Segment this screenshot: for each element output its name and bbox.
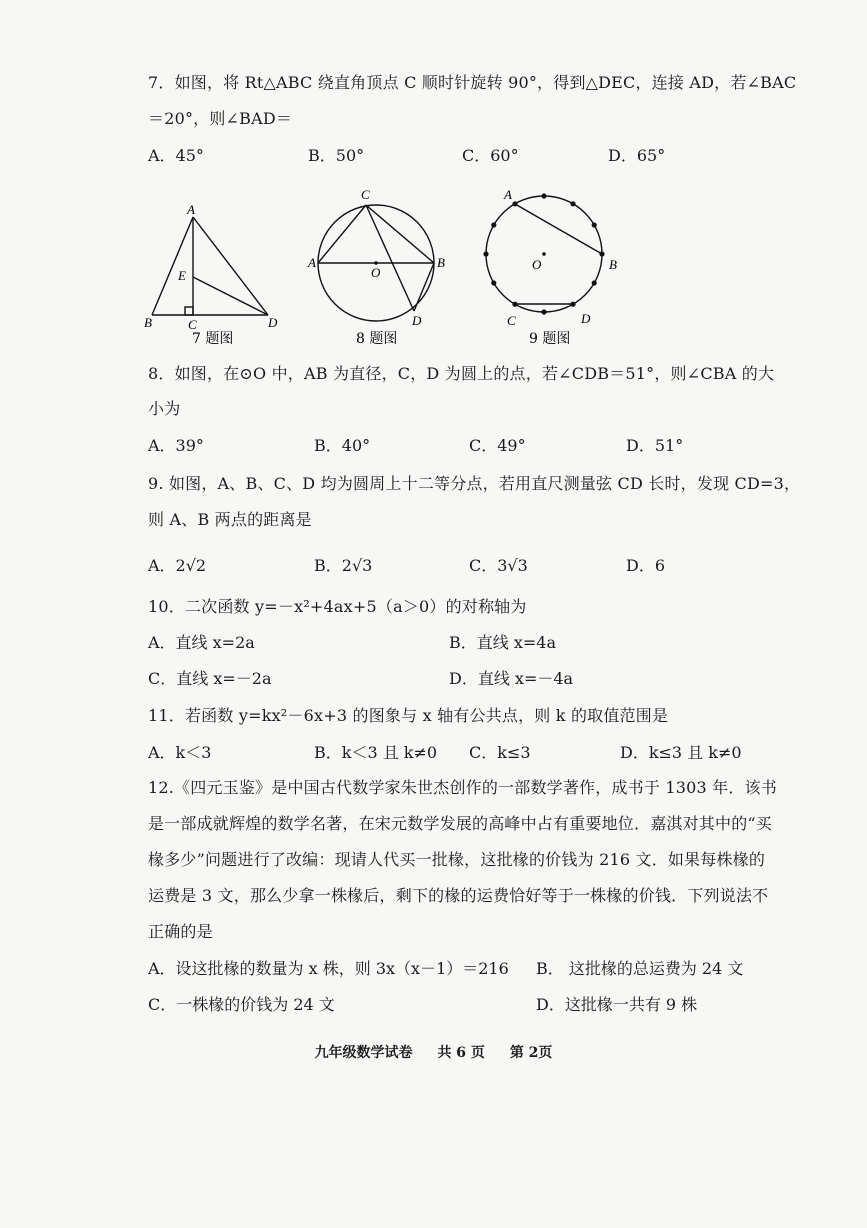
q12-option-c[interactable]: C．一株椽的价钱为 24 文 (148, 995, 335, 1014)
fig9-label-d: D (581, 311, 591, 326)
fig9-label-o: O (532, 257, 542, 272)
fig9-division-point (570, 302, 575, 307)
q12-line2: 是一部成就辉煌的数学名著，在宋元数学发展的高峰中占有重要地位．嘉淇对其中的“买 (148, 814, 772, 833)
q10-option-c[interactable]: C．直线 x=－2a (148, 669, 272, 688)
footer-title: 九年级数学试卷 (314, 1045, 413, 1061)
fig9-division-point (491, 222, 496, 227)
q10-option-d[interactable]: D．直线 x=－4a (449, 669, 574, 688)
fig7-caption: 7 题图 (192, 331, 234, 347)
fig9-division-point (512, 201, 517, 206)
fig9-division-point (592, 222, 597, 227)
fig8-label-o: O (371, 265, 381, 280)
fig7-label-e: E (178, 268, 186, 283)
q12-line3: 椽多少”问题进行了改编：现请人代买一批椽，这批椽的价钱为 216 文．如果每株椽的 (148, 850, 766, 869)
q9-option-c[interactable]: C．3√3 (469, 556, 528, 575)
q7-option-c[interactable]: C．60° (462, 146, 519, 165)
q8-option-a[interactable]: A．39° (148, 436, 204, 455)
fig8-label-a: A (308, 255, 316, 270)
fig8-label-d: D (412, 313, 422, 328)
fig9-division-point (541, 193, 546, 198)
q8-option-b[interactable]: B．40° (314, 436, 371, 455)
q8-option-c[interactable]: C．49° (469, 436, 526, 455)
q11-option-a[interactable]: A．k＜3 (148, 743, 212, 762)
fig9-division-point (491, 280, 496, 285)
q9-line2: 则 A、B 两点的距离是 (148, 510, 312, 529)
q12-line4: 运费是 3 文，那么少拿一株椽后，剩下的椽的运费恰好等于一株椽的价钱．下列说法不 (148, 886, 769, 905)
q9-option-b[interactable]: B．2√3 (314, 556, 373, 575)
fig8-caption: 8 题图 (356, 331, 398, 347)
fig7-label-a: A (187, 202, 195, 217)
q7-option-a[interactable]: A．45° (148, 146, 204, 165)
fig9-center-point (542, 252, 546, 256)
fig9-division-point (570, 201, 575, 206)
q11-option-d[interactable]: D．k≤3 且 k≠0 (620, 743, 742, 762)
figures-row (140, 185, 640, 350)
fig9-division-point (512, 302, 517, 307)
fig8-label-b: B (437, 255, 445, 270)
fig7-label-c: C (188, 317, 197, 332)
q7-option-b[interactable]: B．50° (308, 146, 365, 165)
q9-option-a[interactable]: A．2√2 (148, 556, 207, 575)
q8-line2: 小为 (148, 399, 181, 418)
q10-line1: 10．二次函数 y=－x²+4ax+5（a＞0）的对称轴为 (148, 597, 527, 616)
q12-option-a[interactable]: A．设这批椽的数量为 x 株，则 3x（x－1）＝216 (148, 959, 509, 978)
q7-option-d[interactable]: D．65° (608, 146, 666, 165)
q11-option-c[interactable]: C．k≤3 (469, 743, 531, 762)
fig8-label-c: C (361, 187, 370, 202)
q8-option-d[interactable]: D．51° (626, 436, 684, 455)
fig9-label-a: A (504, 187, 512, 202)
q7-line1: 7．如图，将 Rt△ABC 绕直角顶点 C 顺时针旋转 90°，得到△DEC，连接 AD，若∠BAC (148, 73, 797, 92)
q12-line1: 12.《四元玉鉴》是中国古代数学家朱世杰创作的一部数学著作，成书于 1303 年．该书 (148, 778, 777, 797)
fig9-division-point (483, 251, 488, 256)
q12-option-d[interactable]: D．这批椽一共有 9 株 (536, 995, 698, 1014)
q9-line1: 9. 如图，A、B、C、D 均为圆周上十二等分点，若用直尺测量弦 CD 长时，发现 CD=3， (148, 474, 801, 493)
fig9-caption: 9 题图 (529, 331, 571, 347)
q11-line1: 11．若函数 y=kx²－6x+3 的图象与 x 轴有公共点，则 k 的取值范围是 (148, 706, 669, 725)
q12-line5: 正确的是 (148, 922, 213, 941)
q11-option-b[interactable]: B．k＜3 且 k≠0 (314, 743, 438, 762)
figure-7-triangle (152, 217, 268, 315)
fig9-label-c: C (507, 313, 516, 328)
q12-option-b[interactable]: B． 这批椽的总运费为 24 文 (536, 959, 744, 978)
fig9-division-point (541, 309, 546, 314)
fig7-label-b: B (144, 315, 152, 330)
q10-option-a[interactable]: A．直线 x=2a (148, 633, 255, 652)
q10-option-b[interactable]: B．直线 x=4a (449, 633, 556, 652)
page-footer (0, 1042, 867, 1062)
fig9-division-point (599, 251, 604, 256)
footer-current-page: 第 2页 (509, 1045, 553, 1061)
q8-line1: 8．如图，在⊙O 中，AB 为直径，C，D 为圆上的点，若∠CDB＝51°，则∠CBA 的大 (148, 364, 775, 383)
q7-line2: ＝20°，则∠BAD＝ (148, 109, 293, 128)
footer-page-count: 共 6 页 (437, 1045, 485, 1061)
q9-option-d[interactable]: D．6 (626, 556, 666, 575)
fig7-label-d: D (268, 315, 278, 330)
fig9-division-point (592, 280, 597, 285)
fig9-label-b: B (609, 257, 617, 272)
